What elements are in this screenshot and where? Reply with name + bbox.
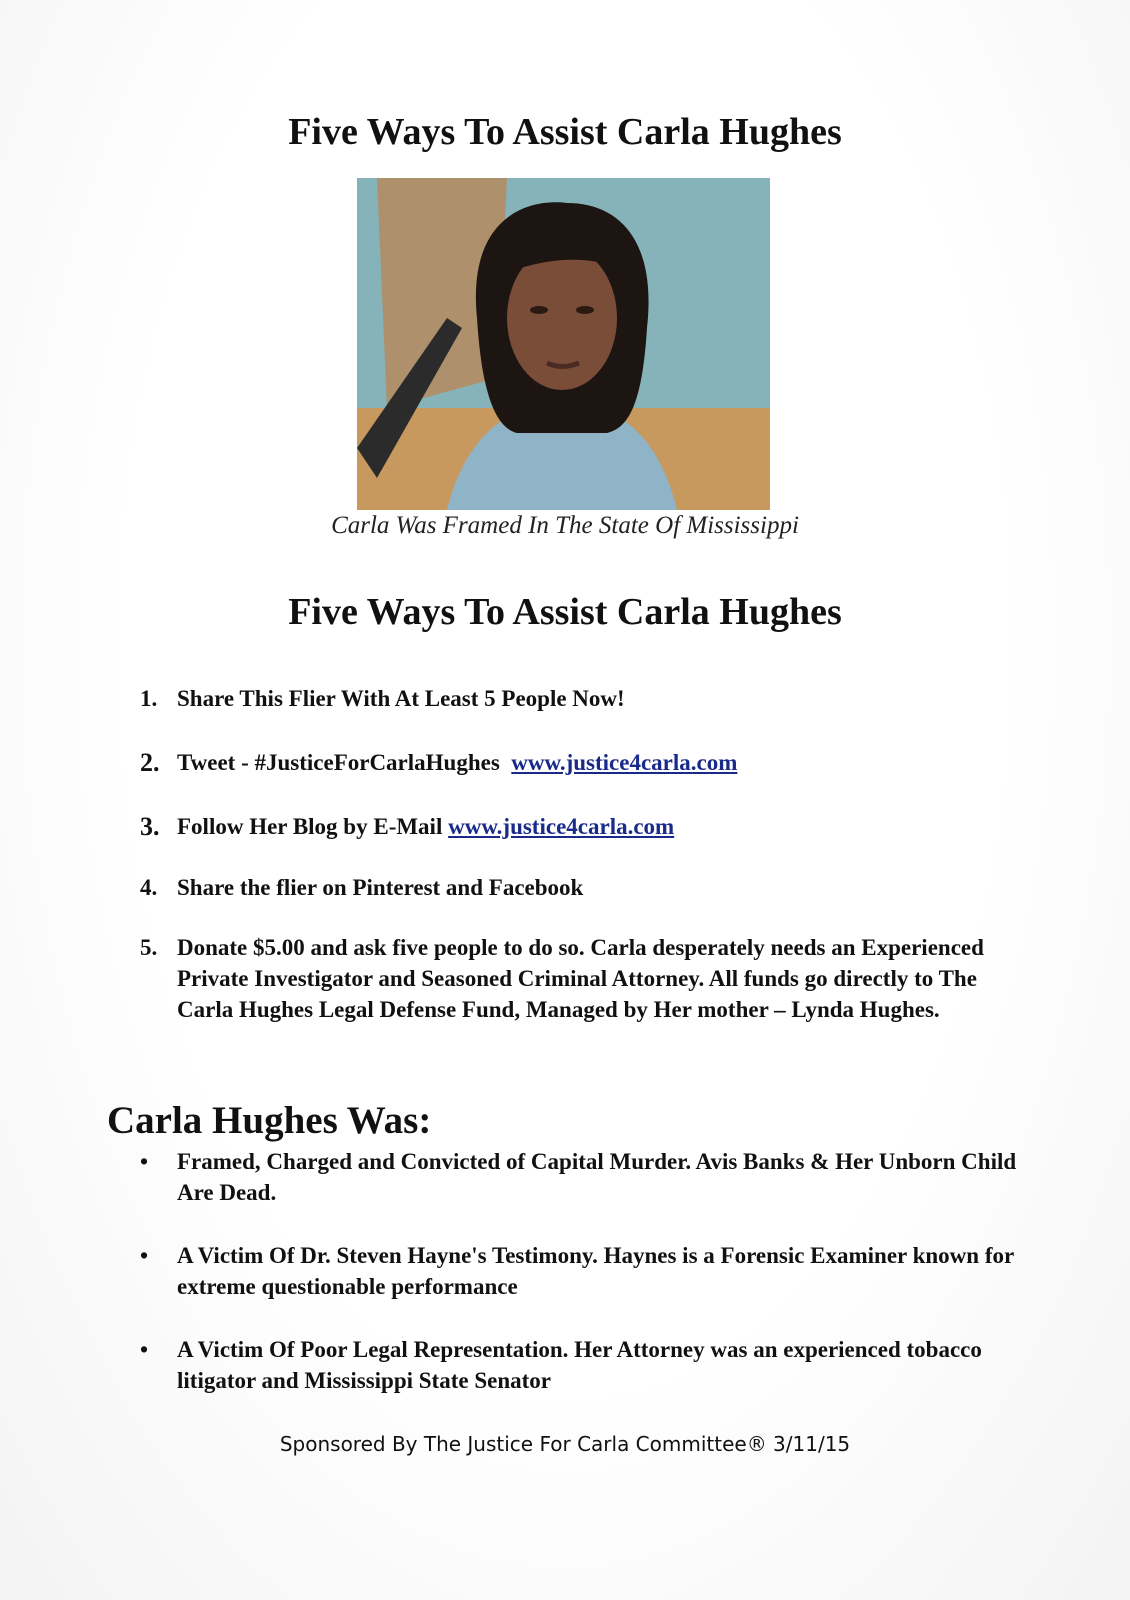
portrait-photo — [357, 178, 770, 510]
step-text: Share This Flier With At Least 5 People Now! — [177, 686, 625, 711]
step-number: 2. — [140, 748, 160, 777]
portrait-illustration — [357, 178, 770, 510]
bullet-text: Framed, Charged and Convicted of Capital Murder. Avis Banks & Her Unborn Child Are Dead. — [177, 1149, 1017, 1205]
page-title: Five Ways To Assist Carla Hughes — [288, 111, 842, 153]
section-title: Five Ways To Assist Carla Hughes — [288, 591, 842, 633]
sponsor-footer: Sponsored By The Justice For Carla Committee® 3/11/15 — [279, 1432, 851, 1456]
photo-caption: Carla Was Framed In The State Of Mississippi — [331, 512, 799, 539]
step-number: 3. — [140, 812, 160, 841]
step-text: Share the flier on Pinterest and Facebook — [177, 875, 584, 900]
section-heading: Carla Hughes Was: — [107, 1099, 432, 1142]
bullet-icon: • — [140, 1149, 149, 1174]
step-text: Tweet - #JusticeForCarlaHughes — [177, 750, 500, 775]
step-text: Donate $5.00 and ask five people to do so. Carla desperately needs an Experienced Private Investigator and Seasoned Criminal Attorney. All funds go directly to The Carla Hughes Legal Defense Fund, Managed by Her mother – Lynda Hughes. — [177, 935, 984, 1022]
step-number: 5. — [140, 935, 158, 960]
bullet-text: A Victim Of Dr. Steven Hayne's Testimony. Haynes is a Forensic Examiner known for extreme questionable performance — [177, 1243, 1014, 1299]
bullet-icon: • — [140, 1337, 149, 1362]
step-number: 1. — [140, 686, 158, 711]
blog-link[interactable]: www.justice4carla.com — [448, 814, 675, 839]
step-number: 4. — [140, 875, 158, 900]
step-text: Follow Her Blog by E-Mail — [177, 814, 443, 839]
website-link[interactable]: www.justice4carla.com — [511, 750, 738, 775]
bullet-icon: • — [140, 1243, 149, 1268]
bullet-text: A Victim Of Poor Legal Representation. Her Attorney was an experienced tobacco litigator and Mississippi State Senator — [177, 1337, 982, 1393]
